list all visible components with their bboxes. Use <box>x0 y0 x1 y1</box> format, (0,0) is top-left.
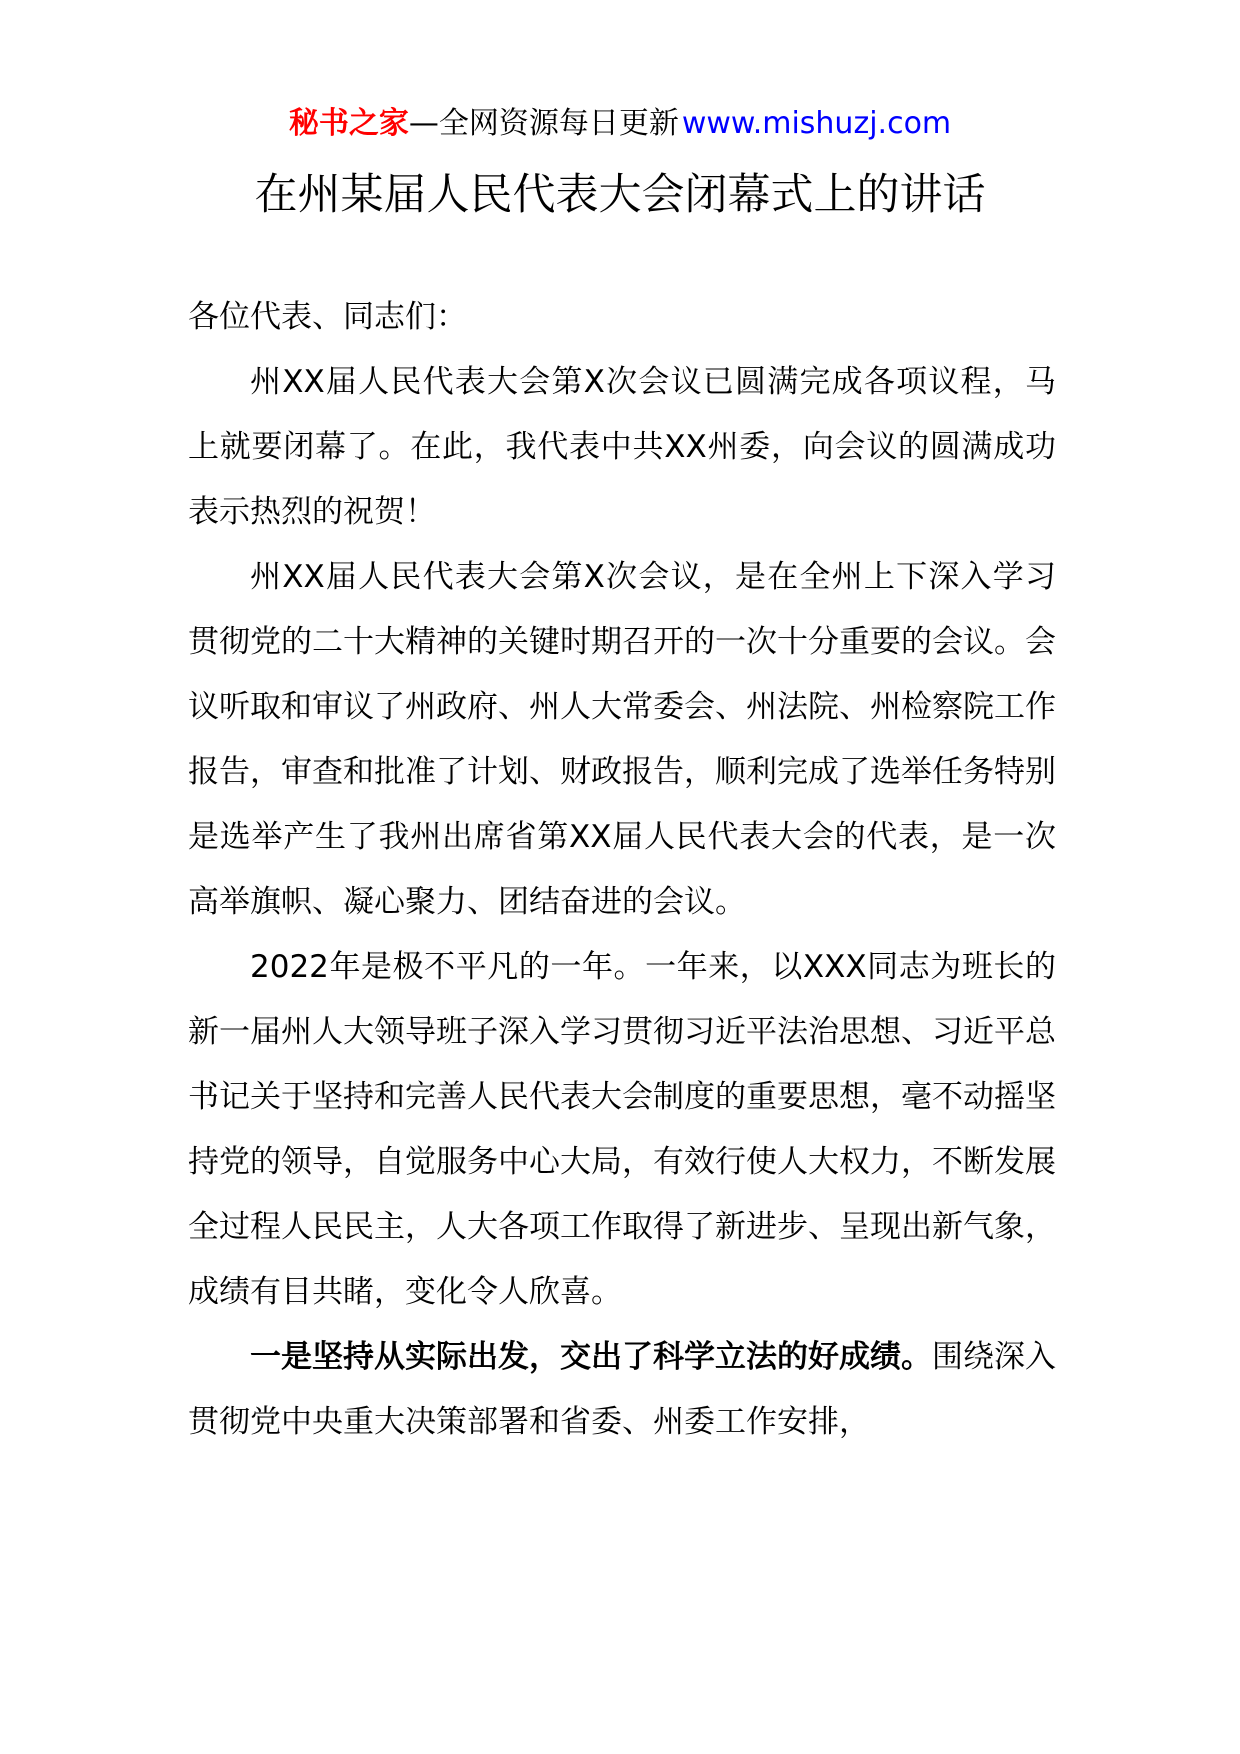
site-url-link[interactable]: www.mishuzj.com <box>681 106 952 141</box>
paragraph-3: 2022年是极不平凡的一年。一年来，以XXX同志为班长的新一届州人大领导班子深入学习贯彻习近平法治思想、习近平总书记关于坚持和完善人民代表大会制度的重要思想，毫不动摇坚持党的领导，自觉服务中心大局，有效行使人大权力，不断发展全过程人民民主，人大各项工作取得了新进步、呈现出新气象，成绩有目共睹，变化令人欣喜。 <box>188 949 1056 1310</box>
salutation: 各位代表、同志们： <box>188 299 467 335</box>
document-title: 在州某届人民代表大会闭幕式上的讲话 <box>254 170 986 220</box>
header-tagline: —全网资源每日更新 <box>408 106 679 141</box>
paragraph-4-rest: 围绕深入贯彻党中央重大决策部署和省委、州委工作安排， <box>188 1339 1056 1440</box>
paragraph-4-lead: 一是坚持从实际出发，交出了科学立法的好成绩。 <box>250 1339 932 1375</box>
brand-name: 秘书之家 <box>288 106 409 141</box>
site-header <box>0 100 1240 148</box>
paragraph-4 <box>188 1325 1056 1455</box>
document-body <box>188 285 1056 1455</box>
paragraph-1: 州XX届人民代表大会第X次会议已圆满完成各项议程，马上就要闭幕了。在此，我代表中共XX州委，向会议的圆满成功表示热烈的祝贺！ <box>188 364 1056 530</box>
paragraph-2: 州XX届人民代表大会第X次会议，是在全州上下深入学习贯彻党的二十大精神的关键时期召开的一次十分重要的会议。会议听取和审议了州政府、州人大常委会、州法院、州检察院工作报告，审查和批准了计划、财政报告，顺利完成了选举任务特别是选举产生了我州出席省第XX届人民代表大会的代表，是一次高举旗帜、凝心聚力、团结奋进的会议。 <box>188 559 1056 920</box>
